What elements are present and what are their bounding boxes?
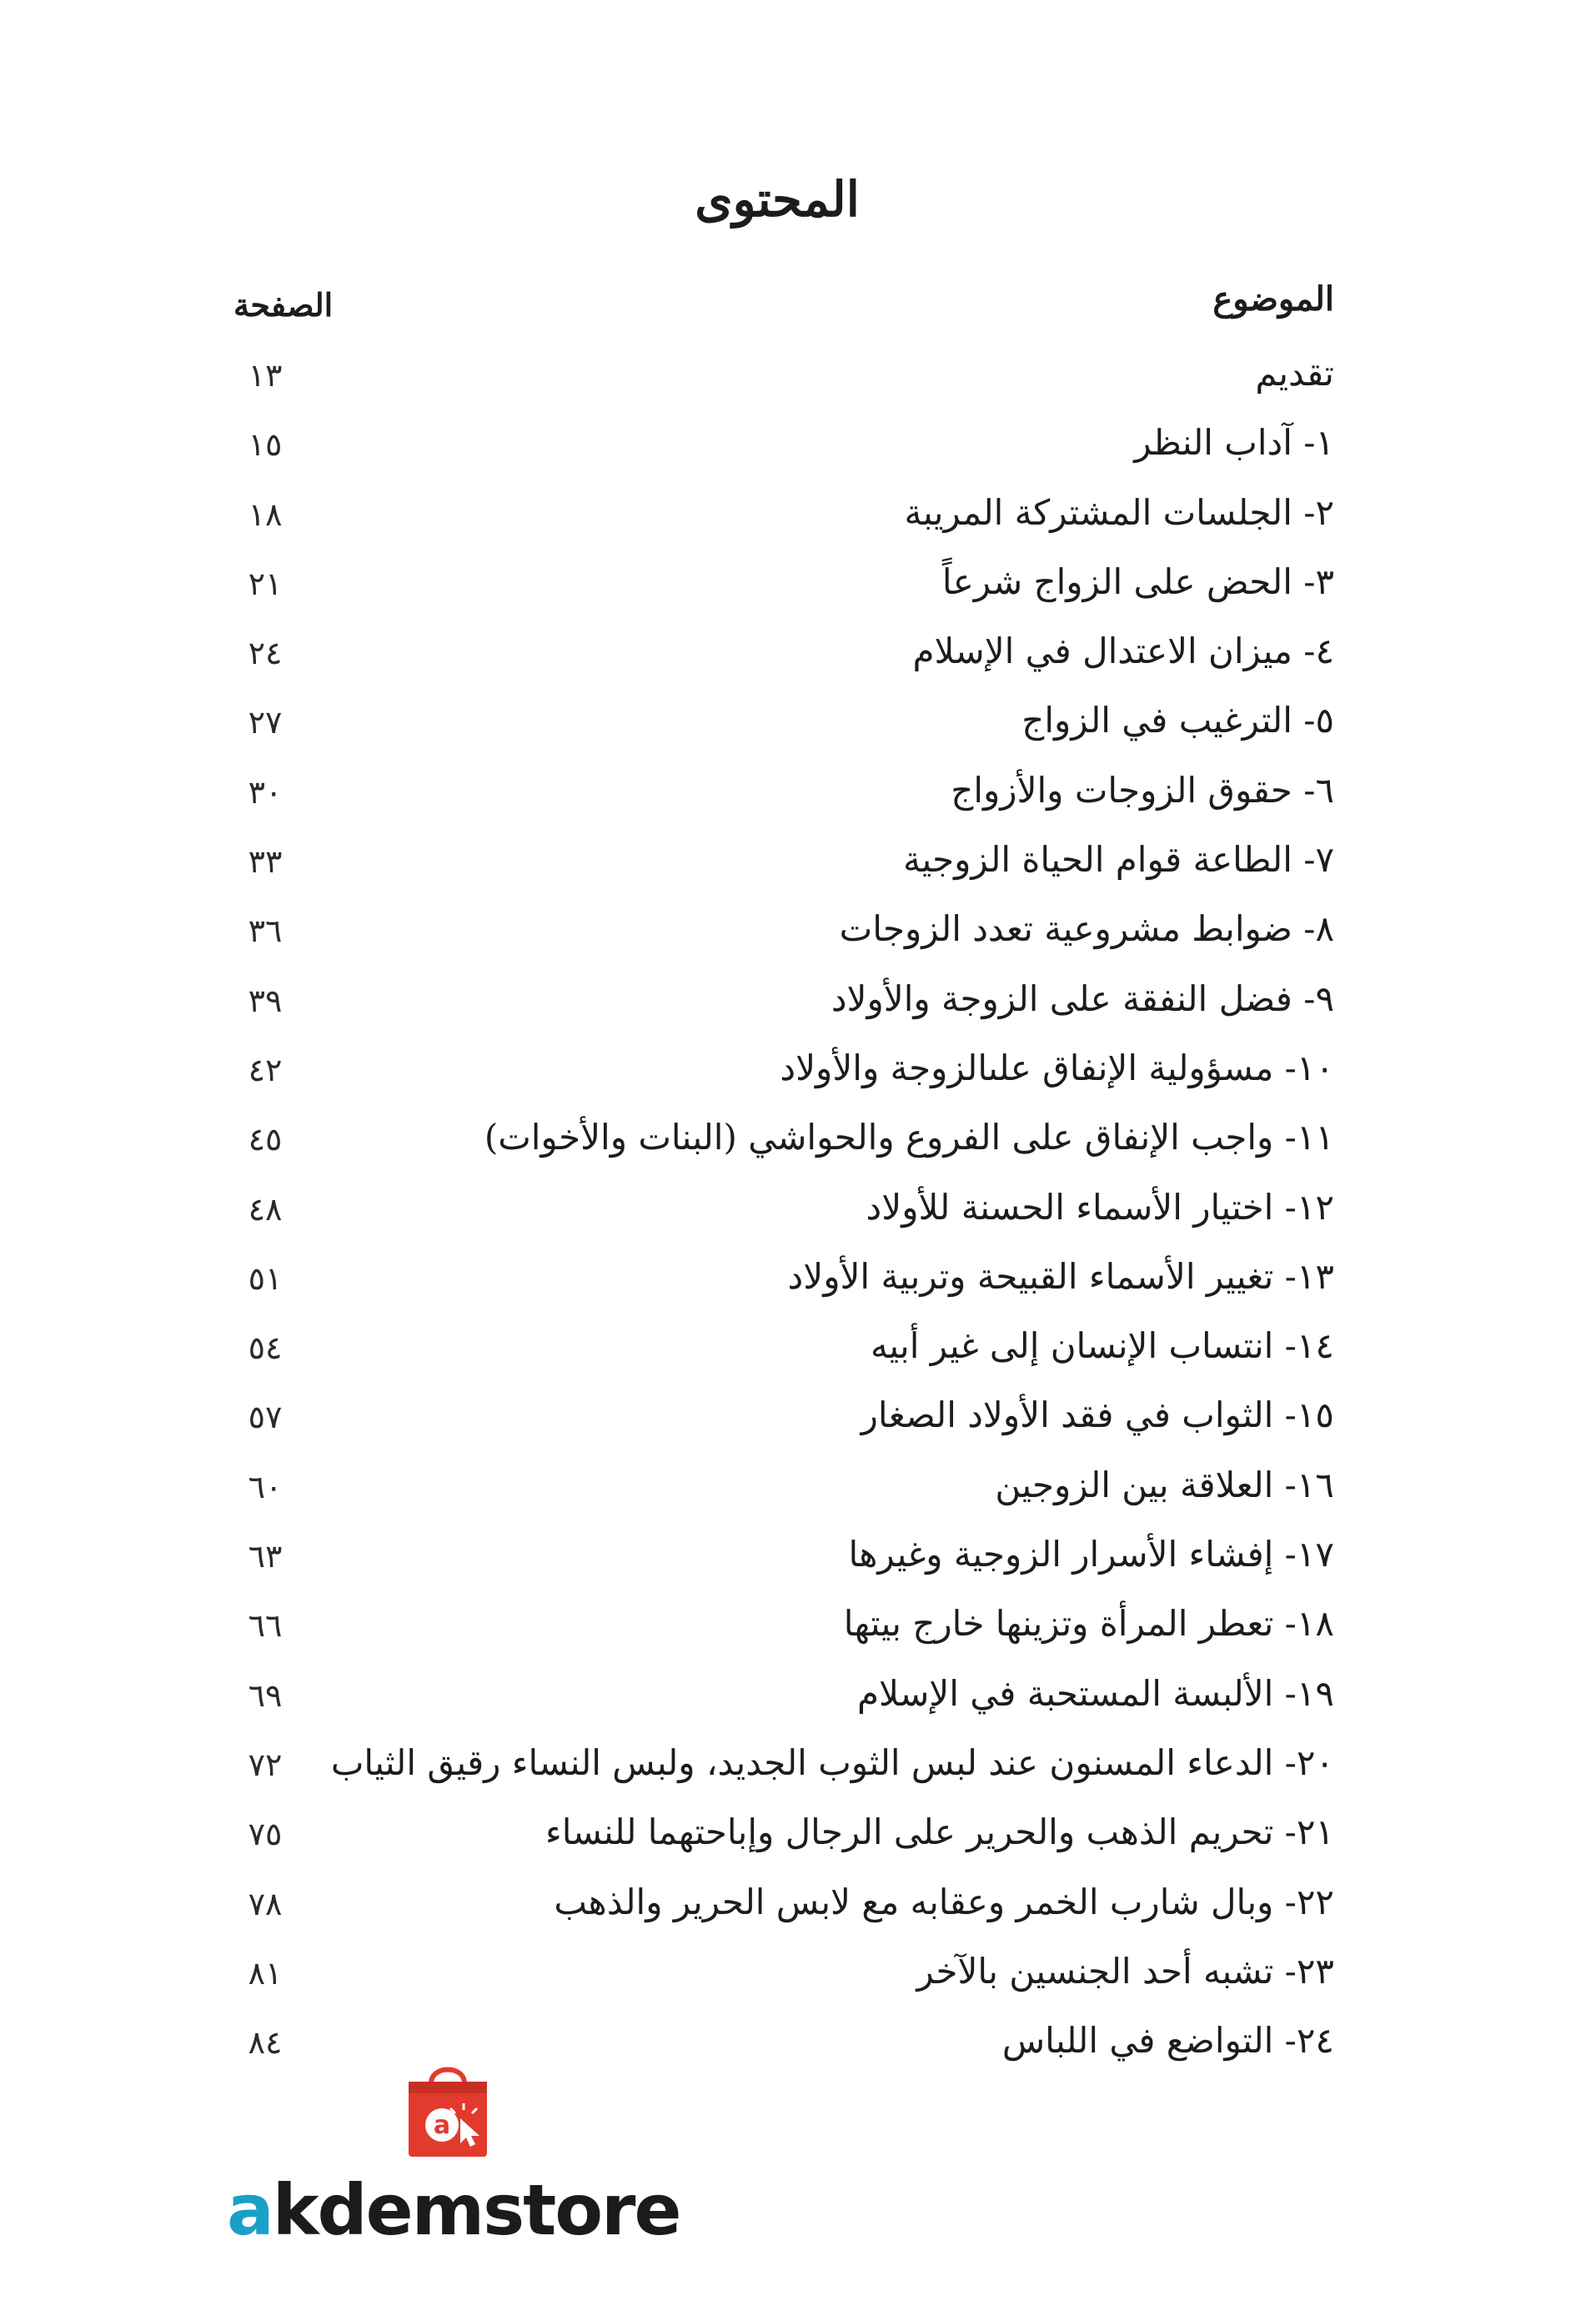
toc-entry bbox=[225, 696, 1334, 765]
toc-entry bbox=[225, 349, 1334, 418]
page-column-header: الصفحة bbox=[233, 286, 334, 324]
toc-entry-topic: ٤- ميزان الاعتدال في الإسلام bbox=[912, 631, 1334, 672]
toc-entry-topic: ٦- حقوق الزوجات والأزواج bbox=[951, 769, 1334, 811]
toc-entry bbox=[225, 1390, 1334, 1459]
toc-entry-page: ١٣ bbox=[248, 357, 283, 394]
toc-entry-topic: ١٠- مسؤولية الإنفاق علىالزوجة والأولاد bbox=[780, 1047, 1334, 1088]
toc-entry-topic: ٨- ضوابط مشروعية تعدد الزوجات bbox=[839, 908, 1334, 950]
toc-entry-page: ٣٦ bbox=[248, 912, 283, 950]
toc-entry-topic: ١- آداب النظر bbox=[1134, 422, 1334, 464]
toc-entry-topic: تقديم bbox=[1255, 353, 1334, 394]
toc-entry bbox=[225, 1877, 1334, 1947]
watermark-logo bbox=[227, 2060, 694, 2260]
toc-entry-topic: ١٤- انتساب الإنسان إلى غير أبيه bbox=[870, 1325, 1334, 1367]
toc-entry bbox=[225, 1321, 1334, 1390]
toc-entry-topic: ٣- الحض على الزواج شرعاً bbox=[941, 560, 1334, 602]
toc-entry-page: ٢٧ bbox=[248, 704, 283, 741]
toc-entry bbox=[225, 1599, 1334, 1668]
watermark-wordmark bbox=[227, 2168, 680, 2252]
toc-entry-page: ٨١ bbox=[248, 1954, 283, 1992]
toc-entry-topic: ٧- الطاعة قوام الحياة الزوجية bbox=[902, 839, 1334, 881]
toc-entry-page: ٦٩ bbox=[248, 1676, 283, 1714]
toc-entry bbox=[225, 418, 1334, 487]
toc-entry-topic: ١٣- تغيير الأسماء القبيحة وتربية الأولاد bbox=[787, 1255, 1334, 1297]
toc-entry bbox=[225, 1113, 1334, 1182]
svg-text:a: a bbox=[433, 2111, 451, 2140]
toc-entry-topic: ٢٤- التواضع في اللباس bbox=[1001, 2020, 1334, 2062]
toc-entry-topic: ١٧- إفشاء الأسرار الزوجية وغيرها bbox=[848, 1534, 1334, 1575]
toc-entry-topic: ٢٣- تشبه أحد الجنسين بالآخر bbox=[916, 1950, 1334, 1992]
toc-entry-topic: ١٨- تعطر المرأة وتزينها خارج بيتها bbox=[843, 1603, 1334, 1645]
toc-entry bbox=[225, 626, 1334, 696]
toc-entry-topic: ١٩- الألبسة المستحبة في الإسلام bbox=[857, 1672, 1334, 1714]
toc-entry bbox=[225, 1460, 1334, 1530]
toc-entry-topic: ٩- فضل النفقة على الزوجة والأولاد bbox=[831, 977, 1334, 1019]
toc-entry-page: ٨٤ bbox=[248, 2024, 283, 2062]
toc-entry-page: ٥١ bbox=[248, 1259, 283, 1297]
toc-entry-topic: ٥- الترغيب في الزواج bbox=[1021, 700, 1334, 741]
toc-entry-page: ٦٠ bbox=[248, 1468, 283, 1505]
toc-entry-page: ٤٥ bbox=[248, 1121, 283, 1158]
toc-entry bbox=[225, 1947, 1334, 2016]
toc-header bbox=[225, 279, 1334, 329]
toc-entry-page: ٧٢ bbox=[248, 1746, 283, 1783]
toc-entry-topic: ١٢- اختيار الأسماء الحسنة للأولاد bbox=[866, 1186, 1334, 1228]
toc-entry-topic: ١١- واجب الإنفاق على الفروع والحواشي (البنات والأخوات) bbox=[484, 1117, 1334, 1158]
toc-entry-page: ١٥ bbox=[248, 426, 283, 464]
toc-entry bbox=[225, 1530, 1334, 1599]
toc-entry bbox=[225, 1807, 1334, 1876]
toc-entry-page: ١٨ bbox=[248, 495, 283, 533]
toc-entry-page: ٥٧ bbox=[248, 1399, 283, 1436]
toc-entry bbox=[225, 1738, 1334, 1807]
toc-entry-page: ٢٤ bbox=[248, 635, 283, 672]
toc-entry bbox=[225, 974, 1334, 1043]
toc-entry bbox=[225, 766, 1334, 835]
toc-entry-page: ٣٣ bbox=[248, 843, 283, 881]
toc-entry-page: ٣٩ bbox=[248, 982, 283, 1019]
toc-entry-topic: ١٥- الثواب في فقد الأولاد الصغار bbox=[861, 1394, 1334, 1436]
toc-entry bbox=[225, 835, 1334, 904]
watermark-wordmark-rest: kdemstore bbox=[272, 2169, 680, 2251]
topic-column-header: الموضوع bbox=[1212, 279, 1334, 319]
toc-entry-topic: ٢- الجلسات المشتركة المريبة bbox=[904, 491, 1334, 533]
toc-entry-topic: ٢٠- الدعاء المسنون عند لبس الثوب الجديد، ولبس النساء رقيق الثياب bbox=[330, 1741, 1334, 1783]
toc-entry bbox=[225, 488, 1334, 557]
toc-entry-page: ٤٢ bbox=[248, 1051, 283, 1088]
toc-entry bbox=[225, 1043, 1334, 1113]
toc-entry-page: ٦٣ bbox=[248, 1538, 283, 1575]
toc-entry-topic: ٢٢- وبال شارب الخمر وعقابه مع لابس الحرير والذهب bbox=[554, 1881, 1334, 1922]
toc-entry bbox=[225, 1669, 1334, 1738]
page-title: المحتوى bbox=[695, 171, 860, 228]
table-of-contents bbox=[225, 349, 1334, 2085]
toc-entry bbox=[225, 904, 1334, 973]
toc-entry bbox=[225, 1252, 1334, 1321]
toc-entry bbox=[225, 1183, 1334, 1252]
toc-entry-page: ٧٥ bbox=[248, 1816, 283, 1853]
toc-entry-page: ٥٤ bbox=[248, 1329, 283, 1367]
toc-entry-page: ٧٨ bbox=[248, 1885, 283, 1922]
shopping-bag-cursor-icon bbox=[402, 2060, 494, 2160]
toc-entry-topic: ١٦- العلاقة بين الزوجين bbox=[995, 1464, 1334, 1505]
toc-entry-page: ٢١ bbox=[248, 565, 283, 602]
toc-entry bbox=[225, 557, 1334, 626]
toc-entry-page: ٣٠ bbox=[248, 773, 283, 811]
watermark-wordmark-a: a bbox=[227, 2169, 273, 2251]
toc-entry-topic: ٢١- تحريم الذهب والحرير على الرجال وإباحتهما للنساء bbox=[545, 1811, 1334, 1853]
toc-entry-page: ٤٨ bbox=[248, 1190, 283, 1228]
toc-entry-page: ٦٦ bbox=[248, 1607, 283, 1645]
